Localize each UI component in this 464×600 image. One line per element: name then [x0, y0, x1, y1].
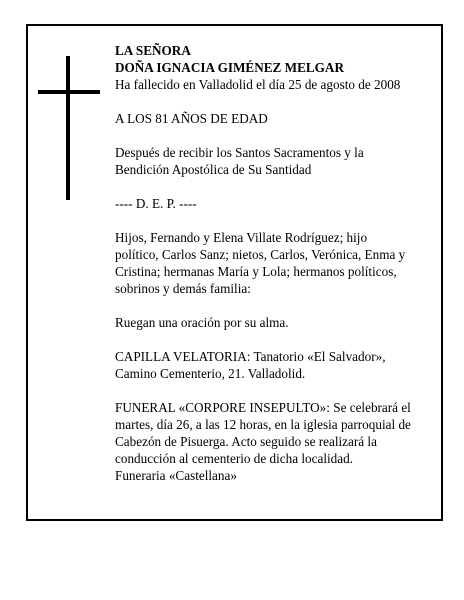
obituary-notice — [26, 24, 443, 521]
funeral-line: FUNERAL «CORPORE INSEPULTO»: Se celebrará el — [115, 400, 411, 415]
family-statement — [115, 229, 439, 297]
age-statement: A LOS 81 AÑOS DE EDAD — [115, 111, 268, 126]
cross-horizontal-bar — [38, 90, 100, 94]
death-statement: Ha fallecido en Valladolid el día 25 de agosto de 2008 — [115, 77, 401, 92]
latin-cross-icon — [38, 56, 100, 200]
sacraments-statement — [115, 144, 439, 178]
cross-vertical-bar — [66, 56, 70, 200]
funeral-info — [115, 399, 439, 484]
sacraments-line: Bendición Apostólica de Su Santidad — [115, 162, 312, 177]
chapel-line: CAPILLA VELATORIA: Tanatorio «El Salvador», — [115, 349, 386, 364]
family-line: Cristina; hermanas María y Lola; hermanos políticos, — [115, 264, 397, 279]
funeral-line: conducción al cementerio de dicha localidad. — [115, 451, 353, 466]
chapel-info — [115, 348, 439, 382]
sacraments-line: Después de recibir los Santos Sacramentos y la — [115, 145, 364, 160]
funeral-home: Funeraria «Castellana» — [115, 468, 237, 483]
family-line: político, Carlos Sanz; nietos, Carlos, Verónica, Enma y — [115, 247, 406, 262]
funeral-line: Cabezón de Pisuerga. Acto seguido se realizará la — [115, 434, 377, 449]
funeral-line: martes, día 26, a las 12 horas, en la iglesia parroquial de — [115, 417, 411, 432]
notice-body — [115, 42, 439, 484]
deceased-title: LA SEÑORA — [115, 43, 191, 58]
chapel-line: Camino Cementerio, 21. Valladolid. — [115, 366, 306, 381]
family-line: sobrinos y demás familia: — [115, 281, 251, 296]
deceased-name: DOÑA IGNACIA GIMÉNEZ MELGAR — [115, 60, 344, 75]
rip-line: ---- D. E. P. ---- — [115, 196, 197, 211]
family-line: Hijos, Fernando y Elena Villate Rodríguez; hijo — [115, 230, 368, 245]
prayer-request: Ruegan una oración por su alma. — [115, 315, 289, 330]
